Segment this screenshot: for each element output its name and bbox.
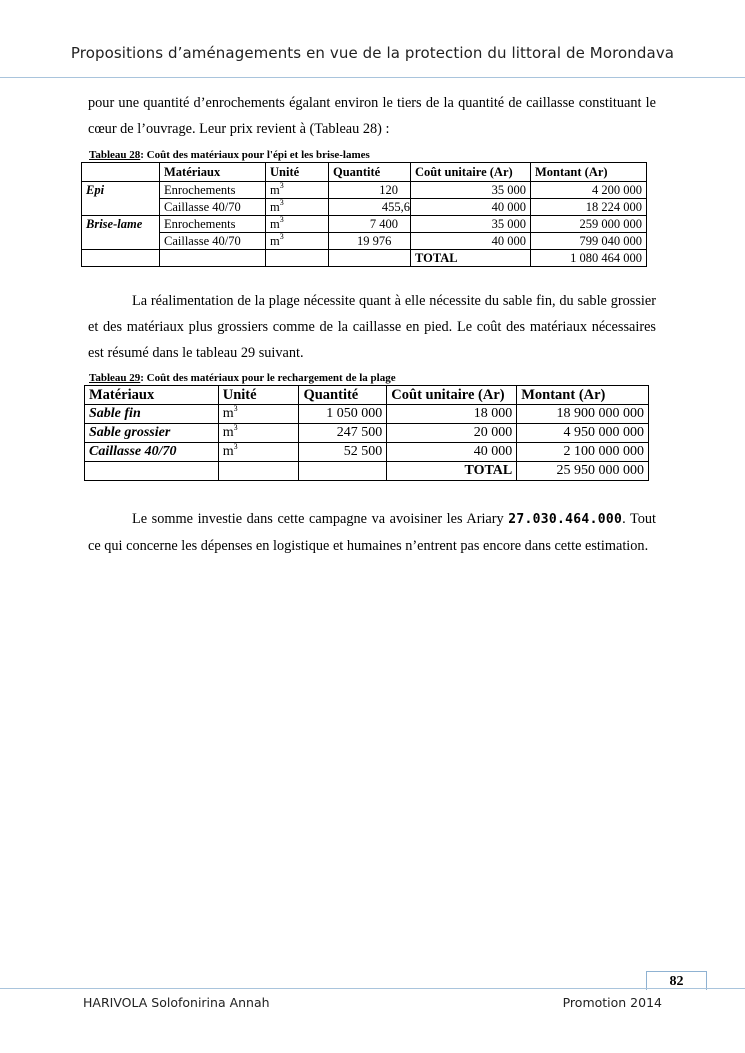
table-29-header-unite: Unité	[218, 386, 299, 405]
table-29-header-cout-unitaire: Coût unitaire (Ar)	[387, 386, 517, 405]
cell-amount: 4 950 000 000	[517, 424, 649, 443]
cell-empty	[82, 250, 160, 267]
table-28-total-row	[82, 250, 647, 267]
cell-empty	[218, 462, 299, 481]
cell-amount: 799 040 000	[531, 233, 647, 250]
cell-unit-cost: 35 000	[411, 182, 531, 199]
table-29-header-materiaux: Matériaux	[85, 386, 219, 405]
table-29-header-quantite: Quantité	[299, 386, 387, 405]
cell-unit-cost: 40 000	[411, 233, 531, 250]
table-28-caption	[89, 149, 370, 161]
page-header-title: Propositions d’aménagements en vue de la protection du littoral de Morondava	[70, 44, 675, 62]
cell-material: Caillasse 40/70	[85, 443, 219, 462]
table-28-caption-text: : Coût des matériaux pour l'épi et les brise-lames	[140, 149, 370, 161]
cell-unit-cost: 18 000	[387, 405, 517, 424]
table-row	[82, 233, 647, 250]
table-28-header-row	[82, 163, 647, 182]
cell-amount: 2 100 000 000	[517, 443, 649, 462]
cell-empty	[160, 250, 266, 267]
cell-quantity: 120	[329, 182, 411, 199]
cell-unit: $m^3$	[266, 216, 329, 233]
cell-unit: $m^3$	[266, 233, 329, 250]
cell-unit-cost: 40 000	[387, 443, 517, 462]
cell-quantity: 19 976	[329, 233, 411, 250]
cell-quantity: 7 400	[329, 216, 411, 233]
table-28-header-empty	[82, 163, 160, 182]
cell-unit: $m^3$	[266, 199, 329, 216]
cell-unit-cost: 35 000	[411, 216, 531, 233]
total-investment-amount: 27.030.464.000	[508, 512, 623, 527]
footer-divider	[0, 988, 745, 989]
cell-unit: $m^3$	[218, 424, 299, 443]
table-28-caption-label: Tableau 28	[89, 149, 141, 161]
page-number: 82	[646, 971, 707, 990]
cell-empty	[266, 250, 329, 267]
cell-unit-cost: 20 000	[387, 424, 517, 443]
table-29-header-row	[85, 386, 649, 405]
table-row	[82, 182, 647, 199]
table-29-header-montant: Montant (Ar)	[517, 386, 649, 405]
table-29-caption	[89, 372, 396, 384]
header-divider	[0, 77, 745, 78]
table-28-group-epi: Epi	[82, 182, 160, 216]
cell-quantity: 247 500	[299, 424, 387, 443]
cell-quantity: 455,6	[329, 199, 411, 216]
cell-empty	[85, 462, 219, 481]
table-28	[81, 162, 647, 267]
paragraph-2: La réalimentation de la plage nécessite quant à elle nécessite du sable fin, du sable grossier et des matériaux plus grossiers comme de la caillasse en pied. Le coût des matériaux nécessaires est résumé dans le tableau 29 suivant.	[88, 293, 656, 361]
cell-amount: 4 200 000	[531, 182, 647, 199]
paragraph-1: pour une quantité d’enrochements égalant environ le tiers de la quantité de caillasse constituant le cœur de l’ouvrage. Leur prix revient à (Tableau 28) :	[88, 95, 656, 137]
cell-amount: 18 900 000 000	[517, 405, 649, 424]
cell-amount: 18 224 000	[531, 199, 647, 216]
cell-quantity: 1 050 000	[299, 405, 387, 424]
table-29-caption-text: : Coût des matériaux pour le rechargement de la plage	[140, 372, 396, 384]
cell-unit: $m^3$	[266, 182, 329, 199]
table-29	[84, 385, 649, 481]
table-row	[82, 199, 647, 216]
cell-material: Sable grossier	[85, 424, 219, 443]
cell-material: Caillasse 40/70	[160, 233, 266, 250]
table-29-total-label: TOTAL	[387, 462, 517, 481]
cell-material: Enrochements	[160, 182, 266, 199]
table-row	[85, 405, 649, 424]
table-28-header-materiaux: Matériaux	[160, 163, 266, 182]
table-28-group-brise-lame: Brise-lame	[82, 216, 160, 250]
footer-author: HARIVOLA Solofonirina Annah	[83, 995, 270, 1010]
table-28-header-montant: Montant (Ar)	[531, 163, 647, 182]
cell-material: Caillasse 40/70	[160, 199, 266, 216]
table-row	[85, 424, 649, 443]
table-29-caption-label: Tableau 29	[89, 372, 141, 384]
paragraph-3: Le somme investie dans cette campagne va avoisiner les Ariary 27.030.464.000. Tout ce qui concerne les dépenses en logistique et humaines n’entrent pas encore dans cette estimation.	[88, 511, 656, 554]
table-29-total-row	[85, 462, 649, 481]
cell-unit-cost: 40 000	[411, 199, 531, 216]
footer-promotion: Promotion 2014	[562, 995, 662, 1010]
table-28-header-quantite: Quantité	[329, 163, 411, 182]
cell-unit: $m^3$	[218, 405, 299, 424]
table-28-total-label: TOTAL	[411, 250, 531, 267]
table-28-total-amount: 1 080 464 000	[531, 250, 647, 267]
table-row	[85, 443, 649, 462]
cell-unit: $m^3$	[218, 443, 299, 462]
table-28-header-unite: Unité	[266, 163, 329, 182]
table-28-header-cout-unitaire: Coût unitaire (Ar)	[411, 163, 531, 182]
table-29-total-amount: 25 950 000 000	[517, 462, 649, 481]
table-row	[82, 216, 647, 233]
cell-empty	[329, 250, 411, 267]
cell-material: Sable fin	[85, 405, 219, 424]
cell-quantity: 52 500	[299, 443, 387, 462]
cell-empty	[299, 462, 387, 481]
cell-amount: 259 000 000	[531, 216, 647, 233]
cell-material: Enrochements	[160, 216, 266, 233]
